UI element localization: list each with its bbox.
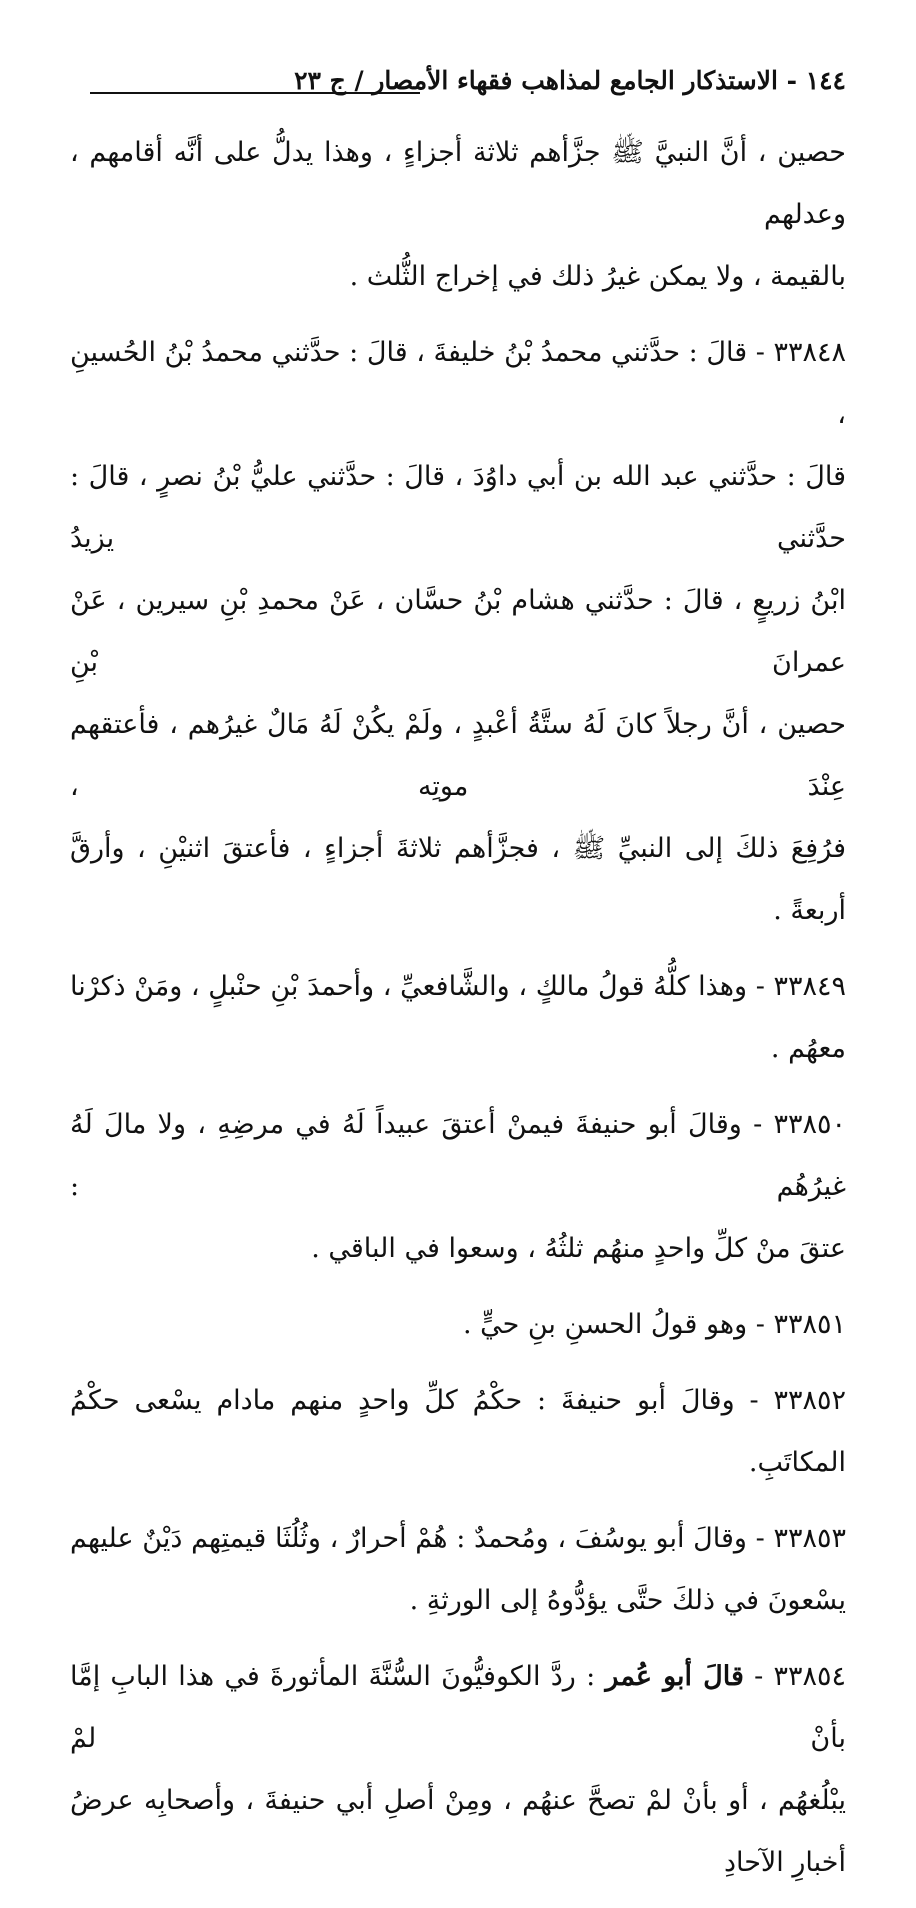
text-line: يسْعونَ في ذلكَ حتَّى يؤدُّوهُ إلى الورثةِ . [409, 1585, 846, 1616]
text-line: بالقيمة ، ولا يمكن غيرُ ذلك في إخراج الثُّلث . [349, 261, 846, 292]
text-line: ٣٣٨٥٤ - قالَ أبو عُمر : ردَّ الكوفيُّونَ السُّنَّةَ المأثورةَ في هذا البابِ إمَّا بأنْ لمْ [70, 1661, 846, 1754]
text-line: عتقَ منْ كلِّ واحدٍ منهُم ثلثُهُ ، وسعوا في الباقي . [311, 1233, 846, 1264]
text-line: ٣٣٨٥٠ - وقالَ أبو حنيفةَ فيمنْ أعتقَ عبيداً لَهُ في مرضِهِ ، ولا مالَ لَهُ غيرُهُم : [70, 1109, 846, 1202]
text-line: ٣٣٨٤٩ - وهذا كلُّهُ قولُ مالكٍ ، والشَّافعيِّ ، وأحمدَ بْنِ حنْبلٍ ، ومَنْ ذكرْنا [70, 971, 846, 1002]
paragraph [70, 1294, 846, 1356]
paragraph [70, 122, 846, 308]
header-title: ١٤٤ - الاستذكار الجامع لمذاهب فقهاء الأمصار / ج ٢٣ [294, 66, 846, 95]
text-line: ٣٣٨٥٢ - وقالَ أبو حنيفةَ : حكْمُ كلِّ واحدٍ منهم مادام يسْعى حكْمُ المكاتَبِ. [70, 1385, 846, 1478]
paragraph [70, 1508, 846, 1632]
text-line: حصين ، أنَّ رجلاً كانَ لَهُ ستَّةُ أعْبدٍ ، ولَمْ يكُنْ لَهُ مَالٌ غيرُهم ، فأعتقهم عِنْدَ موتِه ، [70, 709, 846, 802]
bold-lead: قالَ أبو عُمر [605, 1661, 744, 1692]
text-line: حصين ، أنَّ النبيَّ ﷺ جزَّأهم ثلاثة أجزاءٍ ، وهذا يدلُّ على أنَّه أقامهم ، وعدلهم [70, 137, 846, 230]
header-rule [90, 92, 420, 94]
text-line: ٣٣٨٤٨ - قالَ : حدَّثني محمدُ بْنُ خليفةَ ، قالَ : حدَّثني محمدُ بْنُ الحُسينِ ، [70, 337, 846, 430]
page-body [70, 122, 846, 1908]
paragraph [70, 1370, 846, 1494]
text-line: يبْلُغهُم ، أو بأنْ لمْ تصحَّ عنهُم ، ومِنْ أصلِ أبي حنيفةَ ، وأصحابِه عرضُ أخبارِ الآحادِ [70, 1785, 846, 1878]
text-line: ٣٣٨٥٣ - وقالَ أبو يوسُفَ ، ومُحمدٌ : هُمْ أحرارٌ ، وثُلُثَا قيمتِهم دَيْنٌ عليهم [70, 1523, 846, 1554]
text-line: ٣٣٨٥١ - وهو قولُ الحسنِ بنِ حيٍّ . [462, 1309, 846, 1340]
paragraph [70, 1646, 846, 1894]
text-line: ابْنُ زريعٍ ، قالَ : حدَّثني هشام بْنُ حسَّان ، عَنْ محمدِ بْنِ سيرين ، عَنْ عمرانَ بْنِ [70, 585, 846, 678]
paragraph [70, 1094, 846, 1280]
text-line: معهُم . [770, 1033, 846, 1064]
paragraph [70, 322, 846, 942]
text-line: قالَ : حدَّثني عبد الله بن أبي داوُدَ ، قالَ : حدَّثني عليُّ بْنُ نصرٍ ، قالَ : حدَّثني يزيدُ [70, 461, 846, 554]
text-line: فرُفِعَ ذلكَ إلى النبيِّ ﷺ ، فجزَّأهم ثلاثةَ أجزاءٍ ، فأعتقَ اثنيْنِ ، وأرقَّ أربعةً . [70, 833, 846, 926]
running-header [70, 66, 846, 106]
paragraph [70, 956, 846, 1080]
